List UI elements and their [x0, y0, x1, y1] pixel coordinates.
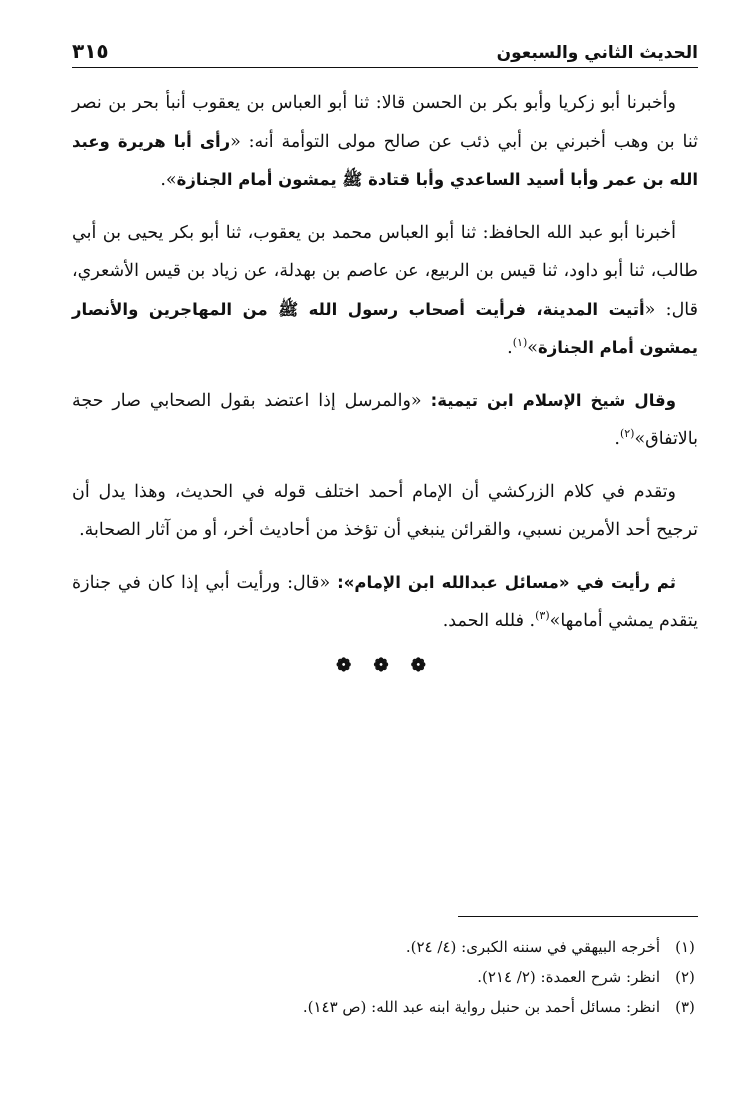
section-separator: ❁ ❁ ❁	[336, 654, 434, 676]
footnote-number: (١)	[675, 938, 695, 956]
footnote-1	[72, 932, 698, 962]
text-segment: ».	[160, 170, 177, 190]
footnote-text: انظر: شرح العمدة: (٢/ ٢١٤).	[477, 968, 660, 986]
text-segment: »	[527, 338, 538, 358]
paragraph-3	[72, 382, 698, 459]
footnote-ref: (٢)	[619, 427, 635, 441]
footnote-rule	[458, 916, 698, 917]
text-segment: . فلله الحمد.	[442, 611, 536, 631]
text-segment: «والمرسل إذا اعتضد بقول الصحابي صار حجة بالاتفاق»	[72, 390, 698, 449]
footnote-2	[72, 962, 698, 992]
bold-segment: رأى أبا هريرة وعبد الله بن عمر وأبا أسيد الساعدي وأبا قتادة ﷺ يمشون أمام الجنازة	[72, 131, 698, 189]
text-segment: «قال: ورأيت أبي إذا كان في جنازة يتقدم يمشي أمامها»	[72, 572, 698, 631]
text-segment: وأخبرنا أبو زكريا وأبو بكر بن الحسن قالا: ثنا أبو العباس بن يعقوب أنبأ بحر بن نصر ثنا بن وهب أخبرني بن أبي ذئب عن صالح مولى التوأمة أنه: «	[72, 93, 698, 152]
footnote-ref: (٣)	[535, 609, 550, 623]
bold-segment: أتيت المدينة، فرأيت أصحاب رسول الله ﷺ من المهاجرين والأنصار يمشون أمام الجنازة	[72, 299, 698, 357]
page-number: ٣١٥	[72, 39, 109, 63]
footnote-3	[72, 992, 698, 1022]
running-title: الحديث الثاني والسبعون	[496, 43, 698, 63]
paragraph-5	[72, 564, 698, 641]
footnote-text: انظر: مسائل أحمد بن حنبل رواية ابنه عبد الله: (ص ١٤٣).	[302, 998, 660, 1016]
text-segment: وتقدم في كلام الزركشي أن الإمام أحمد اختلف قوله في الحديث، وهذا يدل أن ترجيح أحد الأمرين نسبي، والقرائن ينبغي أن تؤخذ من أحاديث أخر، أو من آثار الصحابة.	[72, 481, 698, 540]
footnote-number: (٢)	[675, 968, 695, 986]
paragraph-1	[72, 84, 698, 200]
bold-segment: وقال شيخ الإسلام ابن تيمية:	[421, 390, 676, 410]
bold-segment: ثم رأيت في «مسائل عبدالله ابن الإمام»:	[330, 572, 676, 592]
footnote-number: (٣)	[675, 998, 695, 1016]
page-header	[72, 28, 698, 68]
book-page	[72, 28, 698, 1088]
footnote-text: أخرجه البيهقي في سننه الكبرى: (٤/ ٢٤).	[405, 938, 660, 956]
text-segment: أخبرنا أبو عبد الله الحافظ: ثنا أبو العباس محمد بن يعقوب، ثنا أبو بكر يحيى بن أبي طالب، ثنا أبو داود، ثنا قيس بن الربيع، عن عاصم بن بهدلة، عن زياد بن قيس الأشعري، قال: «	[72, 222, 698, 320]
footnotes	[72, 932, 698, 1022]
main-text	[72, 84, 698, 676]
text-segment: .	[507, 338, 513, 358]
paragraph-4	[72, 473, 698, 550]
text-segment: .	[614, 429, 620, 449]
paragraph-2	[72, 214, 698, 368]
footnote-ref: (١)	[512, 336, 528, 350]
